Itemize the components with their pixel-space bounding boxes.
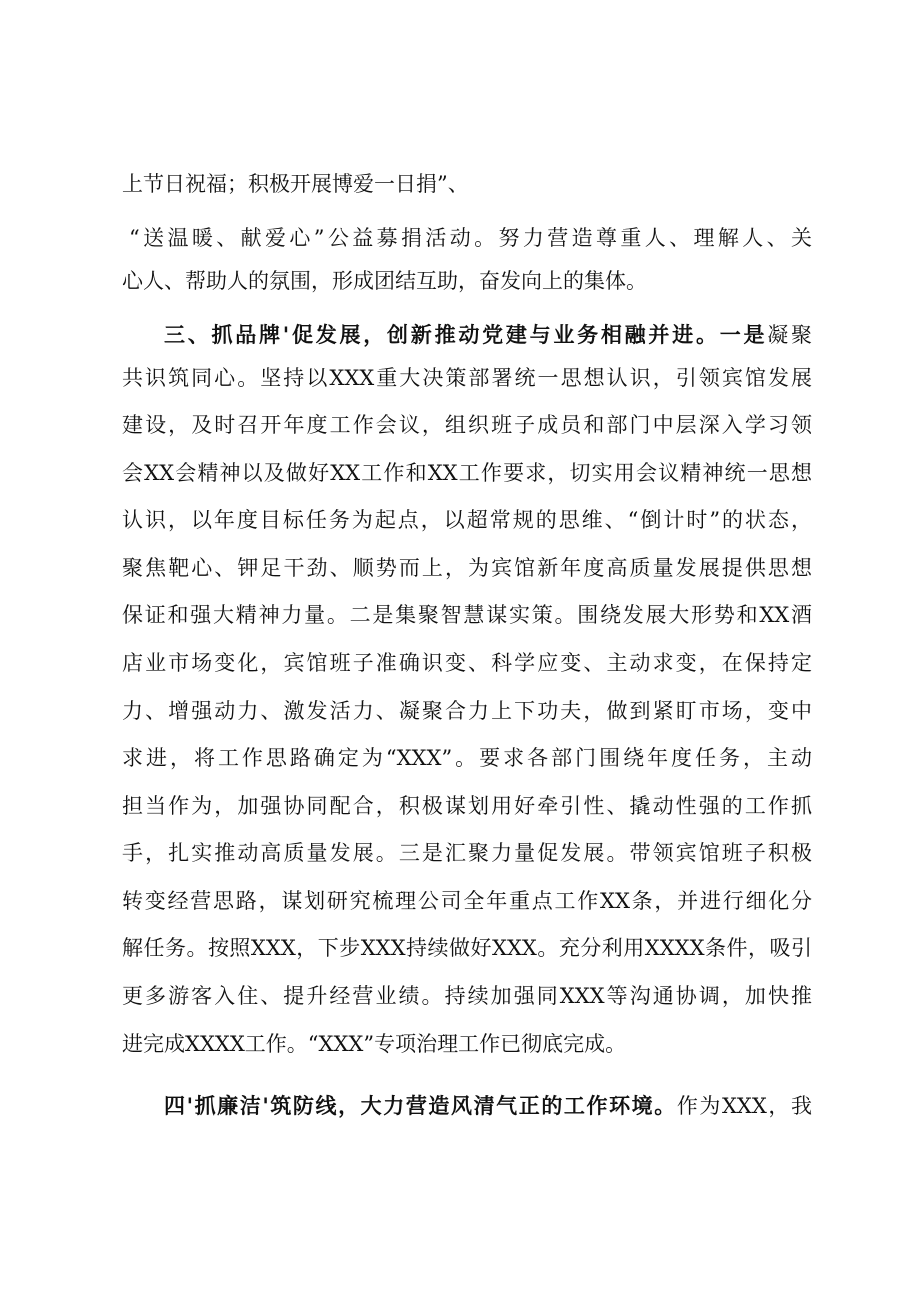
paragraph-line: 求进，将工作思路确定为“XXX”。要求各部门围绕年度任务，主动 — [122, 746, 812, 770]
paragraph-line: 建设，及时召开年度工作会议，组织班子成员和部门中层深入学习领 — [122, 413, 812, 437]
paragraph-line: 认识，以年度目标任务为起点，以超常规的思维、“倒计时”的状态， — [122, 508, 812, 532]
paragraph-line: 会XX会精神以及做好XX工作和XX工作要求，切实用会议精神统一思想 — [122, 461, 812, 485]
section-3-heading: 三、抓品牌'促发展，创新推动党建与业务相融并进。一是 — [164, 323, 768, 347]
paragraph-line: 聚焦靶心、钾足干劲、顺势而上，为宾馆新年度高质量发展提供思想 — [122, 556, 812, 580]
section-4-first-line — [164, 1083, 812, 1130]
paragraph-line: 店业市场变化，宾馆班子准确识变、科学应变、主动求变，在保持定 — [122, 651, 812, 675]
section-4-heading-tail: 作为XXX，我 — [676, 1094, 812, 1118]
paragraph-line: 更多游客入住、提升经营业绩。持续加强同XXX等沟通协调，加快推 — [122, 984, 812, 1008]
paragraph-line: 担当作为，加强协同配合，积极谋划用好牵引性、撬动性强的工作抓 — [122, 794, 812, 818]
paragraph-line: 转变经营思路，谋划研究梳理公司全年重点工作XX条，并进行细化分 — [122, 889, 812, 913]
paragraph-line: “送温暖、献爱心”公益募捐活动。努力营造尊重人、理解人、关 — [129, 226, 812, 250]
paragraph-line: 共识筑同心。坚持以XXX重大决策部署统一思想认识，引领宾馆发展 — [122, 366, 812, 390]
section-3-first-line — [164, 312, 812, 359]
paragraph-line: 力、增强动力、激发活力、凝聚合力上下功夫，做到紧盯市场，变中 — [122, 699, 812, 723]
paragraph-line: 进完成XXXX工作。“XXX”专项治理工作已彻底完成。 — [122, 1032, 627, 1056]
section-4-heading: 四'抓廉洁'筑防线，大力营造风清气正的工作环境。 — [164, 1094, 677, 1118]
paragraph-line: 解任务。按照XXX，下步XXX持续做好XXX。充分利用XXXX条件，吸引 — [122, 936, 812, 960]
paragraph-line: 手，扎实推动高质量发展。三是汇聚力量促发展。带领宾馆班子积极 — [122, 841, 812, 865]
paragraph-line: 保证和强大精神力量。二是集聚智慧谋实策。围绕发展大形势和XX酒 — [122, 603, 812, 627]
paragraph-line: 心人、帮助人的氛围，形成团结互助，奋发向上的集体。 — [122, 269, 647, 293]
section-3-heading-tail: 凝聚 — [767, 323, 812, 347]
paragraph-line: 上节日祝福；积极开展博爱一日捐”、 — [122, 172, 469, 196]
